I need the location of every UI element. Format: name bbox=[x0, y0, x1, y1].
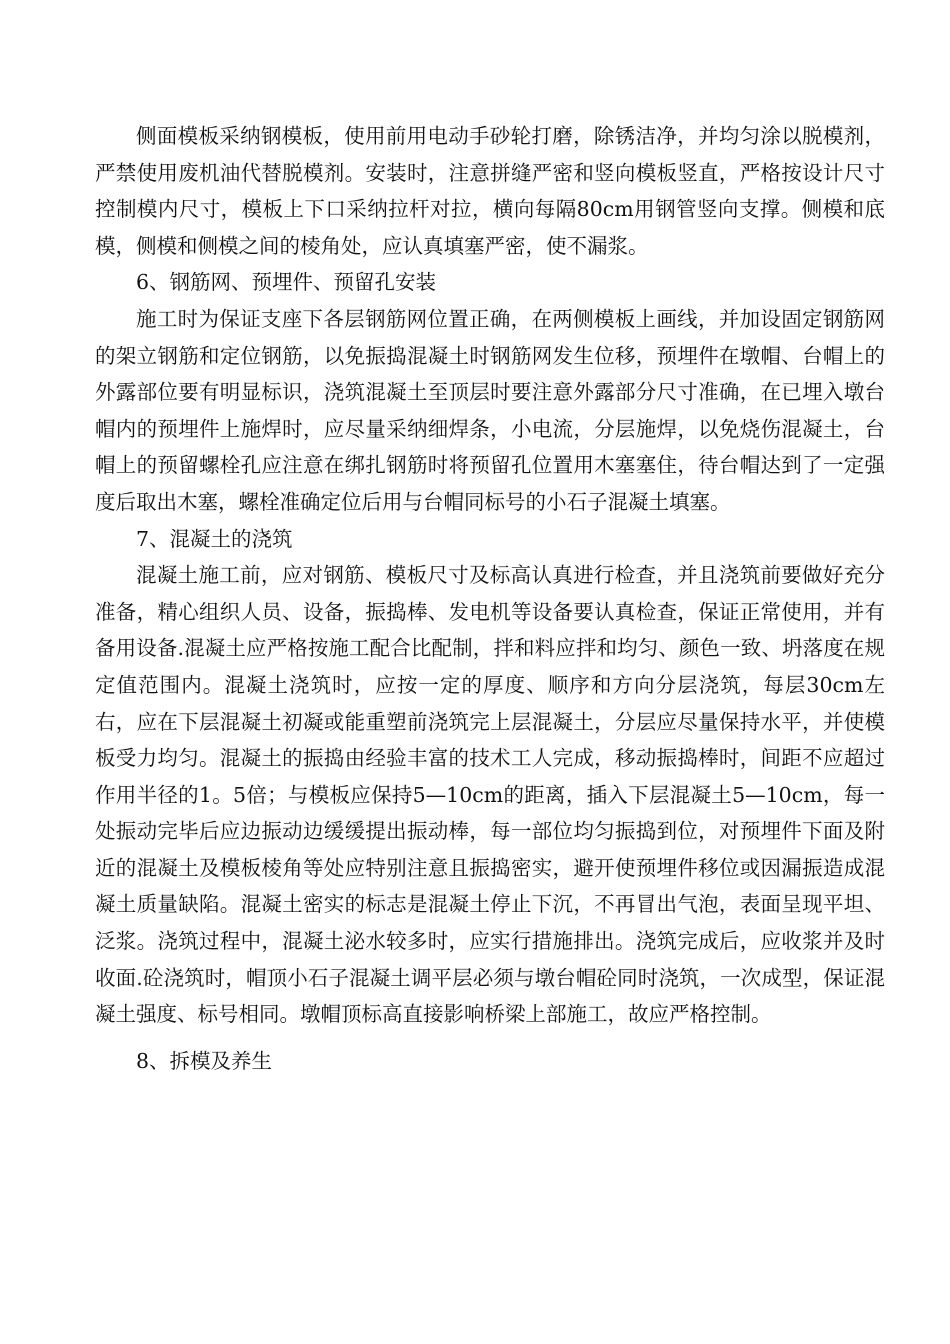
section-heading-6: 6、钢筋网、预埋件、预留孔安装 bbox=[136, 270, 437, 295]
document-body bbox=[95, 118, 885, 1079]
paragraph-concrete: 混凝土施工前，应对钢筋、模板尺寸及标高认真进行检查，并且浇筑前要做好充分准备，精心组织人员、设备，振捣棒、发电机等设备要认真检查，保证正常使用，并有备用设备.混凝土应严格按施工配合比配制，拌和料应拌和均匀、颜色一致、坍落度在规定值范围内。混凝土浇筑时，应按一定的厚度、顺序和方向分层浇筑，每层30cm左右，应在下层混凝土初凝或能重塑前浇筑完上层混凝土，分层应尽量保持水平，并使模板受力均匀。混凝土的振捣由经验丰富的技术工人完成，移动振捣棒时，间距不应超过作用半径的1。5倍；与模板应保持5—10cm的距离，插入下层混凝土5—10cm，每一处振动完毕后应边振动边缓缓提出振动棒，每一部位均匀振捣到位，对预埋件下面及附近的混凝土及模板棱角等处应特别注意且振捣密实，避开使预埋件移位或因漏振造成混凝土质量缺陷。混凝土密实的标志是混凝土停止下沉，不再冒出气泡，表面呈现平坦、泛浆。浇筑过程中，混凝土泌水较多时，应实行措施排出。浇筑完成后，应收浆并及时收面.砼浇筑时，帽顶小石子混凝土调平层必须与墩台帽砼同时浇筑，一次成型，保证混凝土强度、标号相同。墩帽顶标高直接影响桥梁上部施工，故应严格控制。 bbox=[95, 563, 885, 1027]
section-heading-8: 8、拆模及养生 bbox=[136, 1048, 273, 1073]
paragraph-formwork: 侧面模板采纳钢模板，使用前用电动手砂轮打磨，除锈洁净，并均匀涂以脱模剂，严禁使用废机油代替脱模剂。安装时，注意拼缝严密和竖向模板竖直，严格按设计尺寸控制模内尺寸，模板上下口采纳拉杆对拉，横向每隔80cm用钢管竖向支撑。侧模和底模，侧模和侧模之间的棱角处，应认真填塞严密，使不漏浆。 bbox=[95, 124, 885, 258]
paragraph-rebar: 施工时为保证支座下各层钢筋网位置正确，在两侧模板上画线，并加设固定钢筋网的架立钢筋和定位钢筋，以免振捣混凝土时钢筋网发生位移，预埋件在墩帽、台帽上的外露部位要有明显标识，浇筑混凝土至顶层时要注意外露部分尺寸准确，在已埋入墩台帽内的预埋件上施焊时，应尽量采纳细焊条，小电流，分层施焊，以免烧伤混凝土，台帽上的预留螺栓孔应注意在绑扎钢筋时将预留孔位置用木塞塞住，待台帽达到了一定强度后取出木塞，螺栓准确定位后用与台帽同标号的小石子混凝土填塞。 bbox=[95, 306, 885, 514]
section-heading-7: 7、混凝土的浇筑 bbox=[136, 526, 293, 551]
